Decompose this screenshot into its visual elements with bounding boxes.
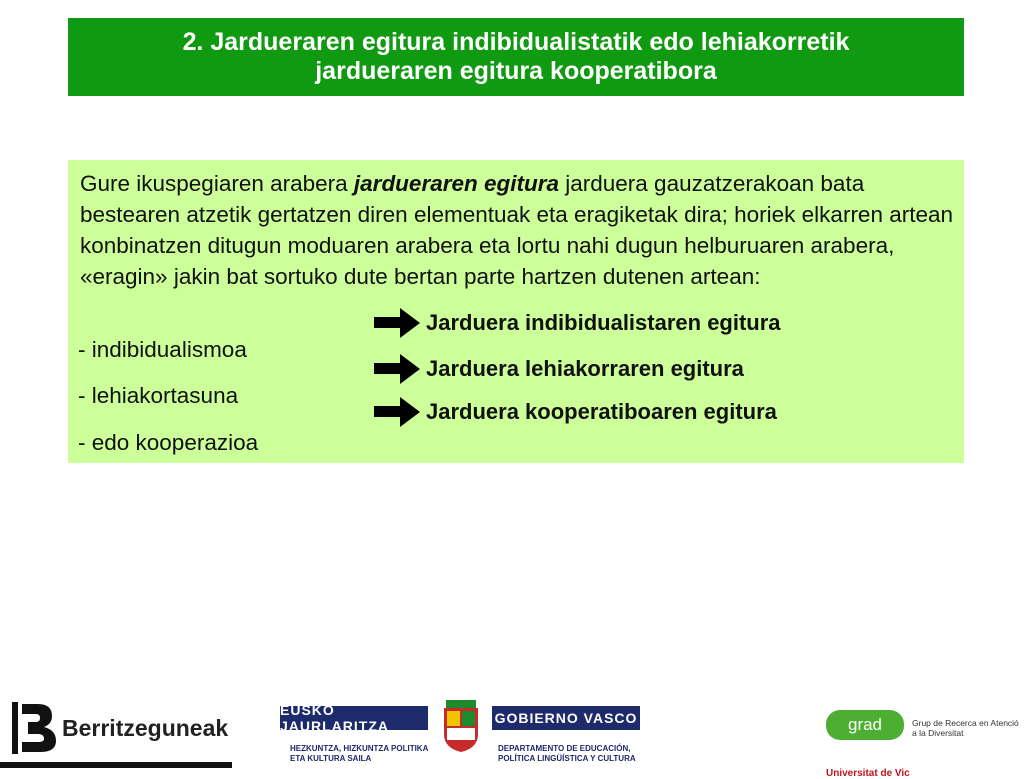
eusko-jaurlaritza-logo [280, 700, 644, 766]
basque-coat-of-arms-icon [438, 700, 484, 752]
ej-right-title: GOBIERNO VASCO [492, 706, 640, 730]
ej-left-sub-line-1: HEZKUNTZA, HIZKUNTZA POLITIKA [290, 744, 429, 753]
bullet-cooperation: - edo kooperazioa [78, 430, 259, 455]
intro-text-before: Gure ikuspegiaren arabera [80, 171, 354, 196]
ej-right-sub-line-2: POLÍTICA LINGÜÍSTICA Y CULTURA [498, 754, 636, 763]
content-panel [68, 160, 964, 463]
grad-label: grad [826, 710, 904, 740]
slide-title-banner [68, 18, 964, 96]
intro-paragraph [80, 168, 960, 292]
footer-divider [0, 762, 232, 768]
ej-left-title: EUSKO JAURLARITZA [280, 706, 428, 730]
footer-logos [0, 690, 1024, 779]
berritzegune-name: Berritzeguneak [62, 714, 229, 741]
intro-text-after: jarduera gauzatzerakoan bata bestearen atzetik gertatzen diren elementuak eta eragiketak dira; horiek elkarren artean konbinatzen ditugun moduaren arabera eta lortu nahi dugun helburuaren arabera, «eragin» jakin bat sortuko dute bertan parte hartzen dutenen artean: [80, 171, 954, 289]
berritzegune-b-icon [12, 702, 58, 754]
ej-right-subtitle [498, 744, 636, 764]
structure-label-competitive: Jarduera lehiakorraren egitura [426, 356, 744, 381]
ej-left-subtitle [290, 744, 428, 764]
bullet-individualism: - indibidualismoa [78, 337, 247, 362]
right-arrow-icon [374, 351, 420, 387]
structure-row-cooperative [374, 394, 777, 430]
bullet-competitiveness: - lehiakortasuna [78, 383, 239, 408]
title-line-2: jardueraren egitura kooperatibora [315, 57, 717, 85]
ej-left-sub-line-2: ETA KULTURA SAILA [290, 754, 372, 763]
intro-keyword: jardueraren egitura [353, 171, 559, 196]
berritzegune-logo [12, 702, 228, 754]
grad-subtitle: Grup de Recerca en Atenció a la Diversitat [912, 718, 1019, 738]
ej-right-sub-line-1: DEPARTAMENTO DE EDUCACIÓN, [498, 744, 631, 753]
structure-row-competitive [374, 351, 744, 387]
right-arrow-icon [374, 305, 420, 341]
structure-row-individualist [374, 305, 781, 341]
structure-label-individualist: Jarduera indibidualistaren egitura [426, 310, 781, 335]
structure-label-cooperative: Jarduera kooperatiboaren egitura [426, 399, 777, 424]
title-line-1: 2. Jardueraren egitura indibidualistatik edo lehiakorretik [182, 28, 850, 56]
right-arrow-icon [374, 394, 420, 430]
university-name: Universitat de Vic [826, 768, 910, 779]
